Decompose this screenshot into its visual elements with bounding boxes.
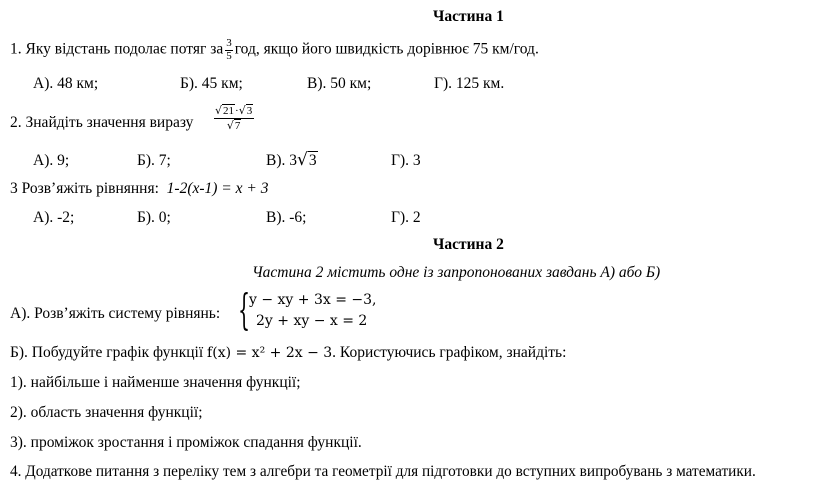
question-2-prefix: 2. Знайдіть значення виразу (10, 114, 194, 131)
q3-answer-a: А). -2; (33, 209, 75, 226)
q1-answer-a: А). 48 км; (33, 75, 99, 92)
q2-answer-a: А). 9; (33, 152, 70, 169)
q2-answer-c (266, 151, 318, 169)
part2-title: Частина 2 (433, 236, 504, 253)
sqrt-icon: √ (226, 118, 234, 132)
q3-answer-b: Б). 0; (137, 209, 171, 226)
task-b (10, 345, 566, 361)
fraction-numerator: 3 (226, 37, 232, 49)
q3-answer-d: Г). 2 (391, 209, 421, 226)
task-b-item-2: 2). область значення функції; (10, 404, 203, 421)
expression-fraction (214, 104, 254, 132)
fraction-denominator: 5 (226, 49, 232, 62)
question-3-equation: 1-2(х-1) = х + 3 (166, 180, 269, 197)
q1-answer-d: Г). 125 км. (434, 75, 505, 92)
expression-denominator (214, 119, 254, 133)
q3-answer-c: В). -6; (266, 209, 307, 226)
q2-answer-b: Б). 7; (137, 152, 171, 169)
radicand-3: 3 (246, 105, 253, 117)
sqrt-icon: √ (297, 150, 308, 170)
task-b-function: f(x) = x² + 2x − 3 (207, 345, 333, 361)
system-equation-1: y − xy + 3x = −3, (249, 292, 377, 308)
radicand-3: 3 (308, 152, 317, 169)
question-1-prefix: 1. Яку відстань подолає потяг за (10, 40, 224, 58)
part1-title: Частина 1 (433, 8, 504, 25)
system-equation-2: 2y + xy − x = 2 (256, 313, 368, 329)
radicand-7: 7 (234, 119, 241, 132)
q2-answer-d: Г). 3 (391, 152, 421, 169)
question-3-prefix: 3 Розв’яжіть рівняння: (10, 180, 159, 197)
q2-answer-c-prefix: В). 3 (266, 152, 297, 169)
part2-note: Частина 2 містить одне із запропонованих завдань А) або Б) (252, 264, 661, 281)
task-b-suffix: . Користуючись графіком, знайдіть: (332, 344, 567, 361)
question-4: 4. Додаткове питання з переліку тем з алгебри та геометрії для підготовки до вступних випробувань з математики. (10, 463, 756, 480)
sqrt-icon: √ (215, 104, 223, 117)
left-brace-icon: { (238, 285, 251, 334)
task-b-prefix: Б). Побудуйте графік функції (10, 344, 204, 361)
question-1 (10, 38, 539, 62)
sqrt-icon: √ (238, 104, 246, 117)
question-3 (10, 181, 268, 197)
expression-numerator (214, 104, 254, 119)
question-1-suffix: год, якщо його швидкість дорівнює 75 км/год. (234, 40, 539, 58)
q1-answer-b: Б). 45 км; (180, 75, 243, 92)
q1-answer-c: В). 50 км; (307, 75, 372, 92)
task-b-item-1: 1). найбільше і найменше значення функції; (10, 374, 301, 391)
task-a-prefix: А). Розв’яжіть систему рівнянь: (10, 305, 221, 322)
task-b-item-3: 3). проміжок зростання і проміжок спадання функції. (10, 434, 362, 451)
fraction-three-fifths (225, 38, 233, 62)
multiply-dot: · (235, 105, 239, 117)
radicand-21: 21 (223, 105, 235, 117)
